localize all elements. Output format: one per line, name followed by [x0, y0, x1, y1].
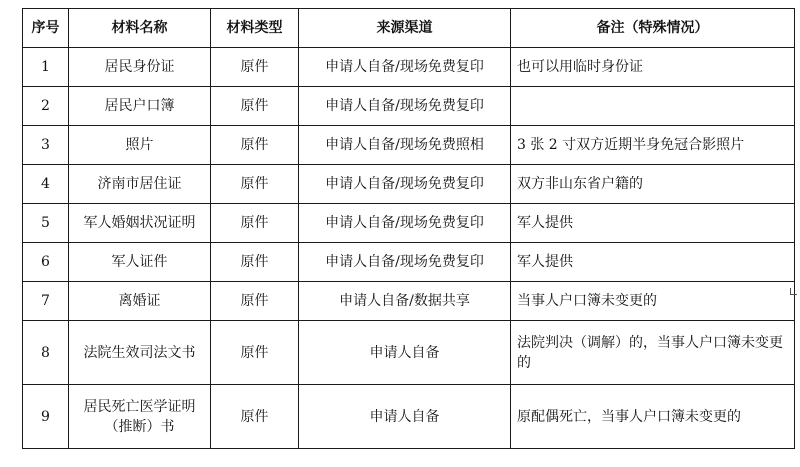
row-remarks	[511, 87, 795, 126]
row-source-channel: 申请人自备/现场免费复印	[299, 87, 511, 126]
table-row	[23, 126, 795, 165]
row-index: 8	[23, 321, 69, 385]
row-remarks: 当事人户口簿未变更的	[511, 282, 795, 321]
row-material-type: 原件	[211, 385, 299, 449]
row-material-type: 原件	[211, 321, 299, 385]
header-source-channel: 来源渠道	[299, 9, 511, 48]
row-material-type: 原件	[211, 243, 299, 282]
header-material-name: 材料名称	[69, 9, 211, 48]
row-material-name: 居民户口簿	[69, 87, 211, 126]
row-index: 1	[23, 48, 69, 87]
row-source-channel: 申请人自备/现场免费复印	[299, 165, 511, 204]
row-material-name: 居民身份证	[69, 48, 211, 87]
row-material-name: 军人婚姻状况证明	[69, 204, 211, 243]
table-row	[23, 385, 795, 449]
header-material-type: 材料类型	[211, 9, 299, 48]
row-material-name: 居民死亡医学证明（推断）书	[69, 385, 211, 449]
table-row	[23, 165, 795, 204]
row-material-type: 原件	[211, 126, 299, 165]
row-index: 2	[23, 87, 69, 126]
edit-corner-mark	[790, 288, 797, 295]
row-remarks: 原配偶死亡，当事人户口簿未变更的	[511, 385, 795, 449]
row-material-type: 原件	[211, 87, 299, 126]
row-material-name: 离婚证	[69, 282, 211, 321]
row-index: 3	[23, 126, 69, 165]
row-remarks: 军人提供	[511, 204, 795, 243]
row-source-channel: 申请人自备/现场免费照相	[299, 126, 511, 165]
row-material-name: 军人证件	[69, 243, 211, 282]
row-source-channel: 申请人自备	[299, 385, 511, 449]
row-material-type: 原件	[211, 48, 299, 87]
header-index: 序号	[23, 9, 69, 48]
row-index: 7	[23, 282, 69, 321]
materials-table	[22, 8, 795, 449]
row-source-channel: 申请人自备/现场免费复印	[299, 204, 511, 243]
row-material-name: 法院生效司法文书	[69, 321, 211, 385]
row-index: 9	[23, 385, 69, 449]
table-row	[23, 48, 795, 87]
row-remarks: 军人提供	[511, 243, 795, 282]
row-material-type: 原件	[211, 204, 299, 243]
row-source-channel: 申请人自备/现场免费复印	[299, 48, 511, 87]
row-source-channel: 申请人自备/现场免费复印	[299, 243, 511, 282]
table-header-row	[23, 9, 795, 48]
table-row	[23, 321, 795, 385]
header-remarks: 备注（特殊情况）	[511, 9, 795, 48]
row-remarks: 也可以用临时身份证	[511, 48, 795, 87]
table-row	[23, 204, 795, 243]
row-index: 6	[23, 243, 69, 282]
row-source-channel: 申请人自备/数据共享	[299, 282, 511, 321]
row-source-channel: 申请人自备	[299, 321, 511, 385]
table-row	[23, 243, 795, 282]
row-remarks: 法院判决（调解）的，当事人户口簿未变更的	[511, 321, 795, 385]
row-material-name: 照片	[69, 126, 211, 165]
row-material-name: 济南市居住证	[69, 165, 211, 204]
row-remarks: 双方非山东省户籍的	[511, 165, 795, 204]
row-index: 4	[23, 165, 69, 204]
table-row	[23, 282, 795, 321]
row-material-type: 原件	[211, 282, 299, 321]
row-material-type: 原件	[211, 165, 299, 204]
row-remarks: 3 张 2 寸双方近期半身免冠合影照片	[511, 126, 795, 165]
table-row	[23, 87, 795, 126]
row-index: 5	[23, 204, 69, 243]
